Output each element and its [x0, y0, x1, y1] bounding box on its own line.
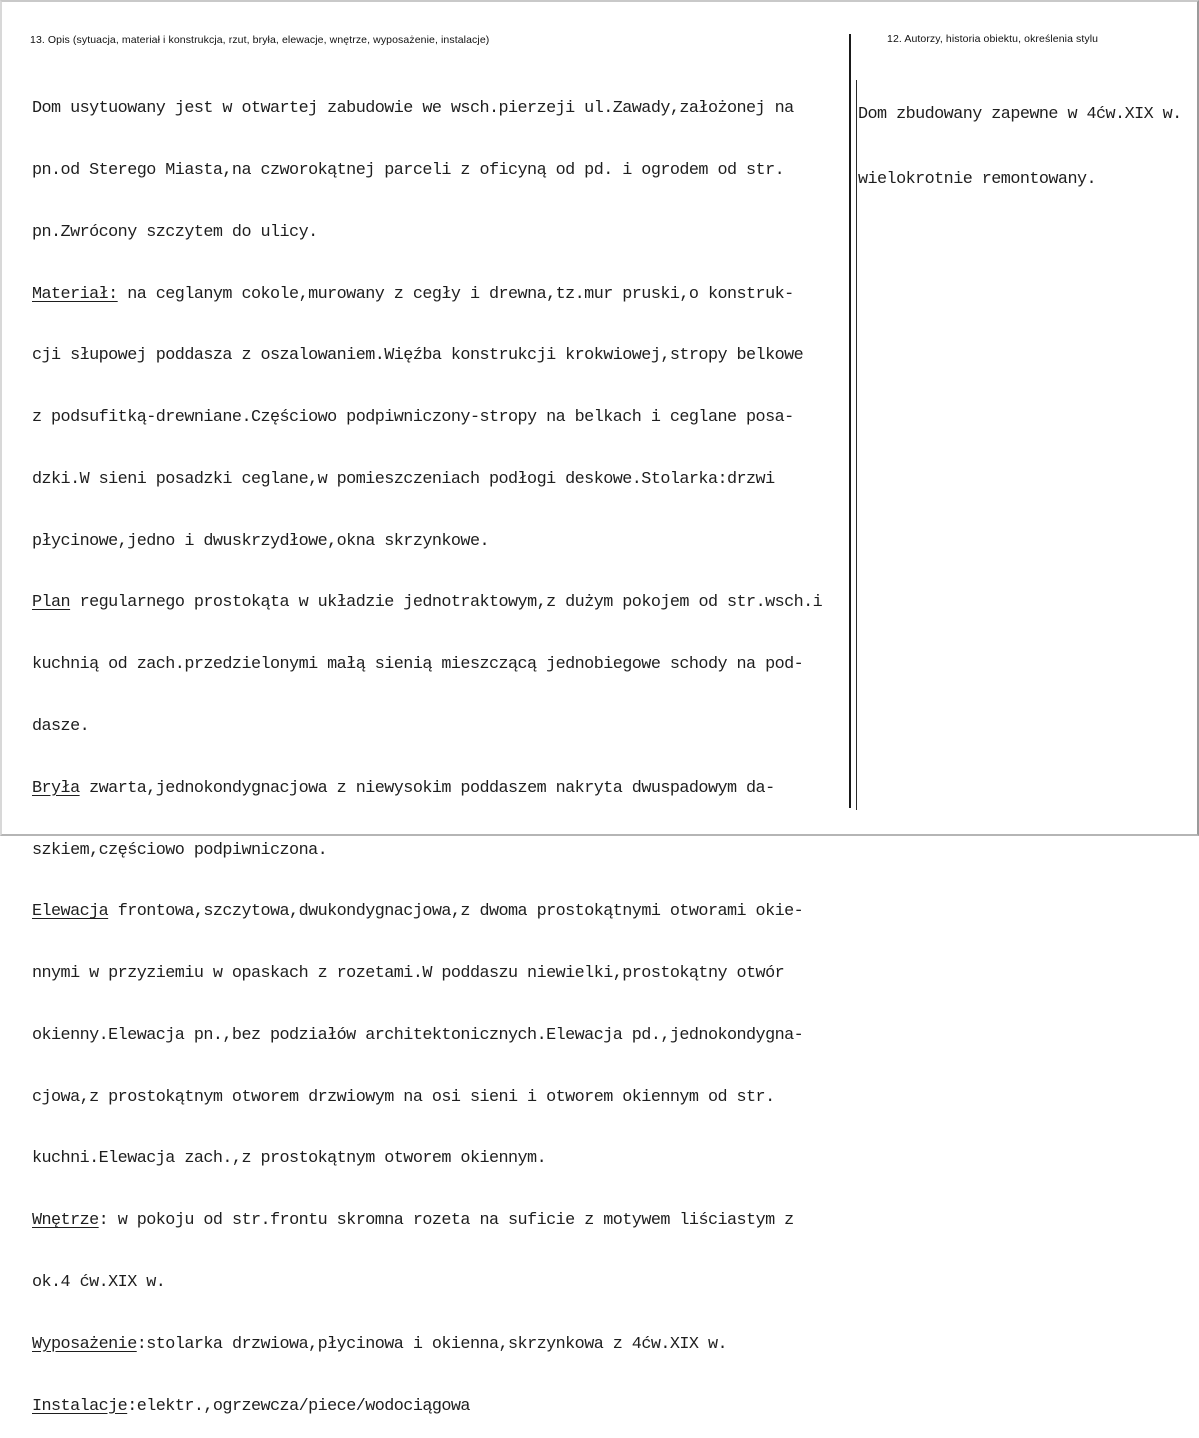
- text-line: [32, 717, 822, 738]
- text-line: [32, 593, 822, 614]
- text-line: wielokrotnie remontowany.: [858, 169, 1097, 189]
- field-label: Materiał:: [32, 284, 118, 304]
- history-text: [858, 61, 1182, 212]
- text-line: [32, 902, 822, 923]
- text-line: [32, 841, 822, 862]
- section-13-heading: 13. Opis (sytuacja, materiał i konstrukcja, rzut, bryła, elewacje, wnętrze, wyposażenie, instalacje): [30, 34, 490, 46]
- text-line: Dom zbudowany zapewne w 4ćw.XIX w.: [858, 105, 1182, 124]
- section-12-heading: 12. Autorzy, historia obiektu, określenia stylu: [887, 33, 1099, 45]
- line-text: zwarta,jednokondygnacjowa z niewysokim poddaszem nakryta dwuspadowym da-: [79, 778, 775, 798]
- text-line: [32, 1211, 822, 1232]
- text-line: [32, 779, 822, 800]
- text-line: [32, 1273, 822, 1294]
- line-text: nnymi w przyziemiu w opaskach z rozetami.W poddaszu niewielki,prostokątny otwór: [32, 964, 785, 984]
- line-text: pn.Zwrócony szczytem do ulicy.: [32, 222, 318, 242]
- line-text: dasze.: [32, 717, 90, 736]
- line-text: Dom usytuowany jest w otwartej zabudowie we wsch.pierzeji ul.Zawady,założonej na: [32, 99, 794, 119]
- line-text: cjowa,z prostokątnym otworem drzwiowym na osi sieni i otworem okiennym od str.: [32, 1087, 775, 1107]
- field-label: Plan: [32, 593, 71, 613]
- line-text: ok.4 ćw.XIX w.: [32, 1273, 166, 1293]
- text-line: [32, 655, 822, 676]
- text-line: [32, 1088, 822, 1109]
- line-text: dzki.W sieni posadzki ceglane,w pomieszczeniach podłogi deskowe.Stolarka:drzwi: [32, 469, 775, 489]
- text-line: [32, 1026, 822, 1047]
- line-text: : w pokoju od str.frontu skromna rozeta na suficie z motywem liściastym z: [98, 1211, 794, 1231]
- text-line: [32, 1397, 822, 1418]
- line-text: regularnego prostokąta w układzie jednotraktowym,z dużym pokojem od str.wsch.i: [70, 593, 823, 613]
- line-text: okienny.Elewacja pn.,bez podziałów architektonicznych.Elewacja pd.,jednokondygna-: [32, 1025, 804, 1045]
- line-text: szkiem,częściowo podpiwniczona.: [32, 840, 328, 860]
- field-label: Wyposażenie: [32, 1334, 137, 1354]
- field-label: Bryła: [32, 778, 80, 798]
- column-divider: [849, 34, 851, 808]
- text-line: [32, 408, 822, 429]
- line-text: :stolarka drzwiowa,płycinowa i okienna,skrzynkowa z 4ćw.XIX w.: [136, 1334, 727, 1354]
- line-text: pn.od Sterego Miasta,na czworokątnej parceli z oficyną od pd. i ogrodem od str.: [32, 160, 785, 180]
- description-text: [32, 58, 822, 1438]
- text-line: [32, 532, 822, 553]
- line-text: kuchni.Elewacja zach.,z prostokątnym otworem okiennym.: [32, 1149, 547, 1169]
- text-line: [32, 346, 822, 367]
- text-line: [32, 1149, 822, 1170]
- field-label: Wnętrze: [32, 1211, 99, 1231]
- line-text: cji słupowej poddasza z oszalowaniem.Więźba konstrukcji krokwiowej,stropy belkowe: [32, 346, 804, 366]
- field-label: Elewacja: [32, 902, 109, 922]
- text-line: [32, 964, 822, 985]
- text-line: [32, 285, 822, 306]
- line-text: :elektr.,ogrzewcza/piece/wodociągowa: [127, 1396, 470, 1416]
- line-text: na ceglanym cokole,murowany z cegły i drewna,tz.mur pruski,o konstruk-: [117, 284, 794, 304]
- line-text: kuchnią od zach.przedzielonymi małą sienią mieszczącą jednobiegowe schody na pod-: [32, 655, 804, 675]
- field-label: Instalacje: [32, 1396, 128, 1416]
- line-text: płycinowe,jedno i dwuskrzydłowe,okna skrzynkowe.: [32, 531, 489, 551]
- text-line: [32, 161, 822, 182]
- text-line: [32, 223, 822, 244]
- text-line: [32, 470, 822, 491]
- line-text: frontowa,szczytowa,dwukondygnacjowa,z dwoma prostokątnymi otworami okie-: [108, 902, 804, 922]
- line-text: z podsufitką-drewniane.Częściowo podpiwniczony-stropy na belkach i ceglane posa-: [32, 408, 794, 428]
- text-line: [32, 1335, 822, 1356]
- column-divider-secondary: [856, 80, 857, 810]
- text-line: [32, 99, 822, 120]
